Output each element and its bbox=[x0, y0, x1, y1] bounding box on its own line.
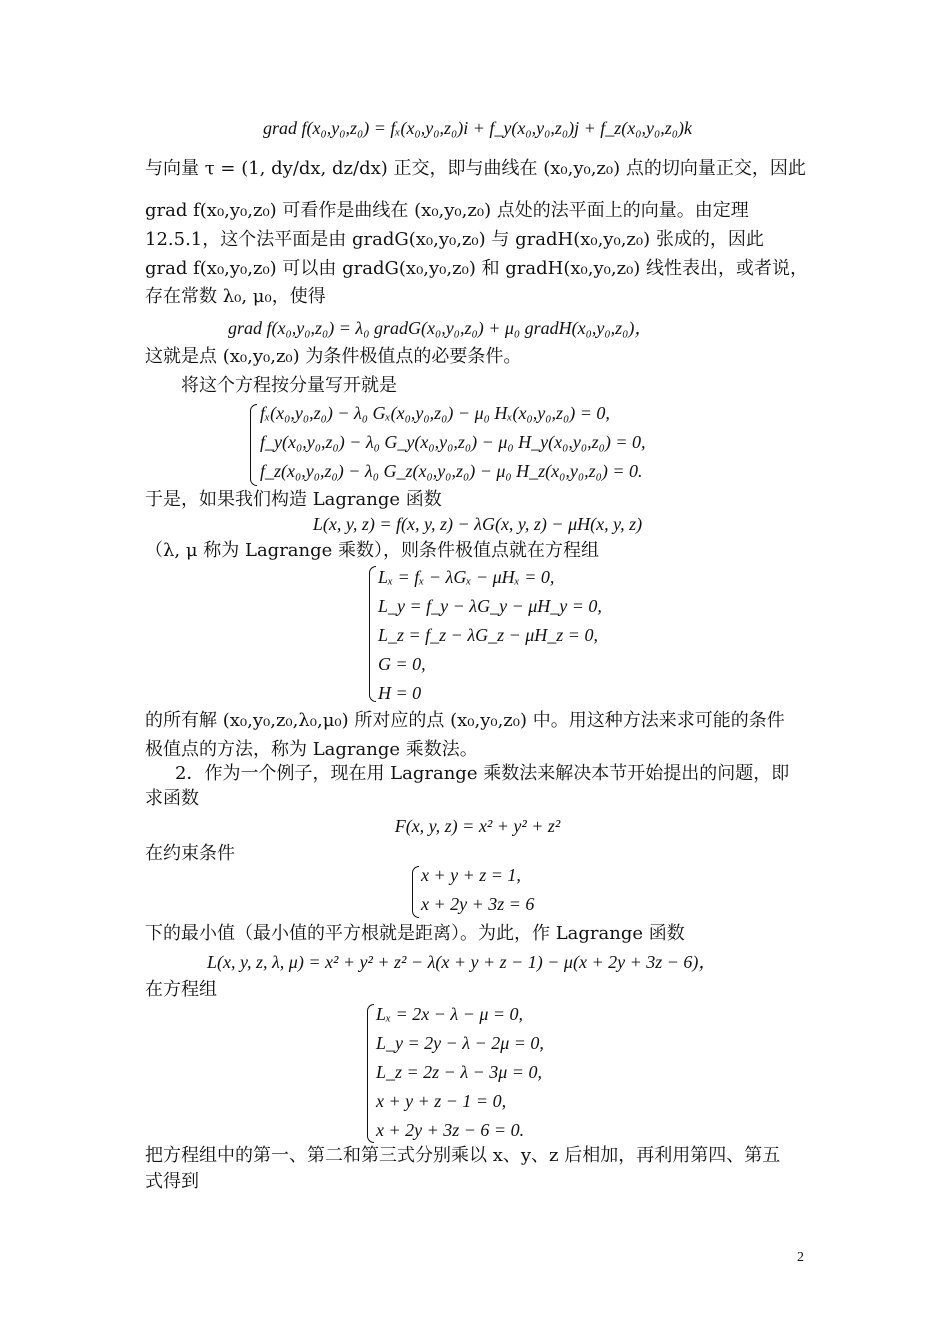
system-row: H = 0 bbox=[378, 683, 422, 703]
system-brace bbox=[250, 404, 257, 486]
system-row: x + y + z − 1 = 0, bbox=[376, 1091, 507, 1111]
system-row: L_y = f_y − λG_y − μH_y = 0, bbox=[378, 596, 602, 616]
paragraph-line: grad f(x₀,y₀,z₀) 可看作是曲线在 (x₀,y₀,z₀) 点处的法平面上的向量。由定理 bbox=[145, 200, 749, 221]
system-row: f_z(x₀,y₀,z₀) − λ₀ G_z(x₀,y₀,z₀) − μ₀ H_z(x₀,y₀,z₀) = 0. bbox=[260, 461, 643, 481]
system-row: L_y = 2y − λ − 2μ = 0, bbox=[376, 1033, 544, 1053]
system-row: L_z = 2z − λ − 3μ = 0, bbox=[376, 1062, 542, 1082]
paragraph-line: grad f(x₀,y₀,z₀) 可以由 gradG(x₀,y₀,z₀) 和 gradH(x₀,y₀,z₀) 线性表出，或者说， bbox=[145, 258, 809, 279]
equation-lagrange-example: L(x, y, z, λ, μ) = x² + y² + z² − λ(x + y + z − 1) − μ(x + 2y + 3z − 6)， bbox=[207, 952, 717, 972]
equation-necessary-condition: grad f(x₀,y₀,z₀) = λ₀ gradG(x₀,y₀,z₀) + μ₀ gradH(x₀,y₀,z₀)， bbox=[228, 318, 653, 338]
paragraph-line: 下的最小值（最小值的平方根就是距离）。为此，作 Lagrange 函数 bbox=[145, 923, 685, 944]
paragraph-line: 与向量 τ = (1, dy/dx, dz/dx) 正交，即与曲线在 (x₀,y₀,z₀) 点的切向量正交，因此 bbox=[145, 158, 806, 179]
system-row: x + y + z = 1, bbox=[421, 865, 521, 885]
paragraph-line: 这就是点 (x₀,y₀,z₀) 为条件极值点的必要条件。 bbox=[145, 346, 522, 367]
system-row: L_z = f_z − λG_z − μH_z = 0, bbox=[378, 625, 598, 645]
equation-grad-f: grad f(x₀,y₀,z₀) = fₓ(x₀,y₀,z₀)i + f_y(x₀,y₀,z₀)j + f_z(x₀,y₀,z₀)k bbox=[262, 118, 693, 138]
equation-system-example bbox=[376, 1000, 544, 1145]
paragraph-line: 12.5.1，这个法平面是由 gradG(x₀,y₀,z₀) 与 gradH(x₀,y₀,z₀) 张成的，因此 bbox=[145, 229, 764, 250]
paragraph-line: 在方程组 bbox=[145, 979, 217, 1000]
system-row: f_y(x₀,y₀,z₀) − λ₀ G_y(x₀,y₀,z₀) − μ₀ H_y(x₀,y₀,z₀) = 0, bbox=[260, 432, 646, 452]
system-row: Lₓ = 2x − λ − μ = 0, bbox=[376, 1004, 524, 1024]
equation-system-constraints bbox=[421, 861, 534, 919]
system-brace bbox=[367, 1004, 374, 1143]
paragraph-line: 于是，如果我们构造 Lagrange 函数 bbox=[145, 489, 442, 510]
equation-objective: F(x, y, z) = x² + y² + z² bbox=[394, 816, 561, 836]
paragraph-line: 把方程组中的第一、第二和第三式分别乘以 x、y、z 后相加，再利用第四、第五 bbox=[145, 1145, 781, 1166]
system-row: x + 2y + 3z − 6 = 0. bbox=[376, 1120, 525, 1140]
paragraph-line: 的所有解 (x₀,y₀,z₀,λ₀,μ₀) 所对应的点 (x₀,y₀,z₀) 中。用这种方法来求可能的条件 bbox=[145, 710, 785, 731]
paragraph-line: 求函数 bbox=[145, 788, 199, 809]
system-brace bbox=[412, 866, 419, 918]
system-row: G = 0, bbox=[378, 654, 426, 674]
paragraph-line: 式得到 bbox=[145, 1171, 199, 1192]
system-brace bbox=[369, 566, 376, 702]
system-row: Lₓ = fₓ − λGₓ − μHₓ = 0, bbox=[378, 567, 555, 587]
equation-system-lagrange bbox=[378, 563, 602, 708]
system-row: x + 2y + 3z = 6 bbox=[421, 894, 535, 914]
page-number: 2 bbox=[797, 1250, 804, 1265]
equation-lagrange-function: L(x, y, z) = f(x, y, z) − λG(x, y, z) − μH(x, y, z) bbox=[312, 514, 643, 534]
paragraph-line: 存在常数 λ₀, μ₀，使得 bbox=[145, 286, 326, 307]
paragraph-line: 在约束条件 bbox=[145, 843, 235, 864]
paragraph-line: 2．作为一个例子，现在用 Lagrange 乘数法来解决本节开始提出的问题，即 bbox=[175, 763, 790, 784]
equation-system-components bbox=[260, 399, 646, 486]
paragraph-line: 极值点的方法，称为 Lagrange 乘数法。 bbox=[145, 739, 478, 760]
paragraph-line: 将这个方程按分量写开就是 bbox=[181, 375, 397, 396]
system-row: fₓ(x₀,y₀,z₀) − λ₀ Gₓ(x₀,y₀,z₀) − μ₀ Hₓ(x₀,y₀,z₀) = 0, bbox=[260, 403, 610, 423]
paragraph-line: （λ, μ 称为 Lagrange 乘数），则条件极值点就在方程组 bbox=[145, 540, 600, 561]
